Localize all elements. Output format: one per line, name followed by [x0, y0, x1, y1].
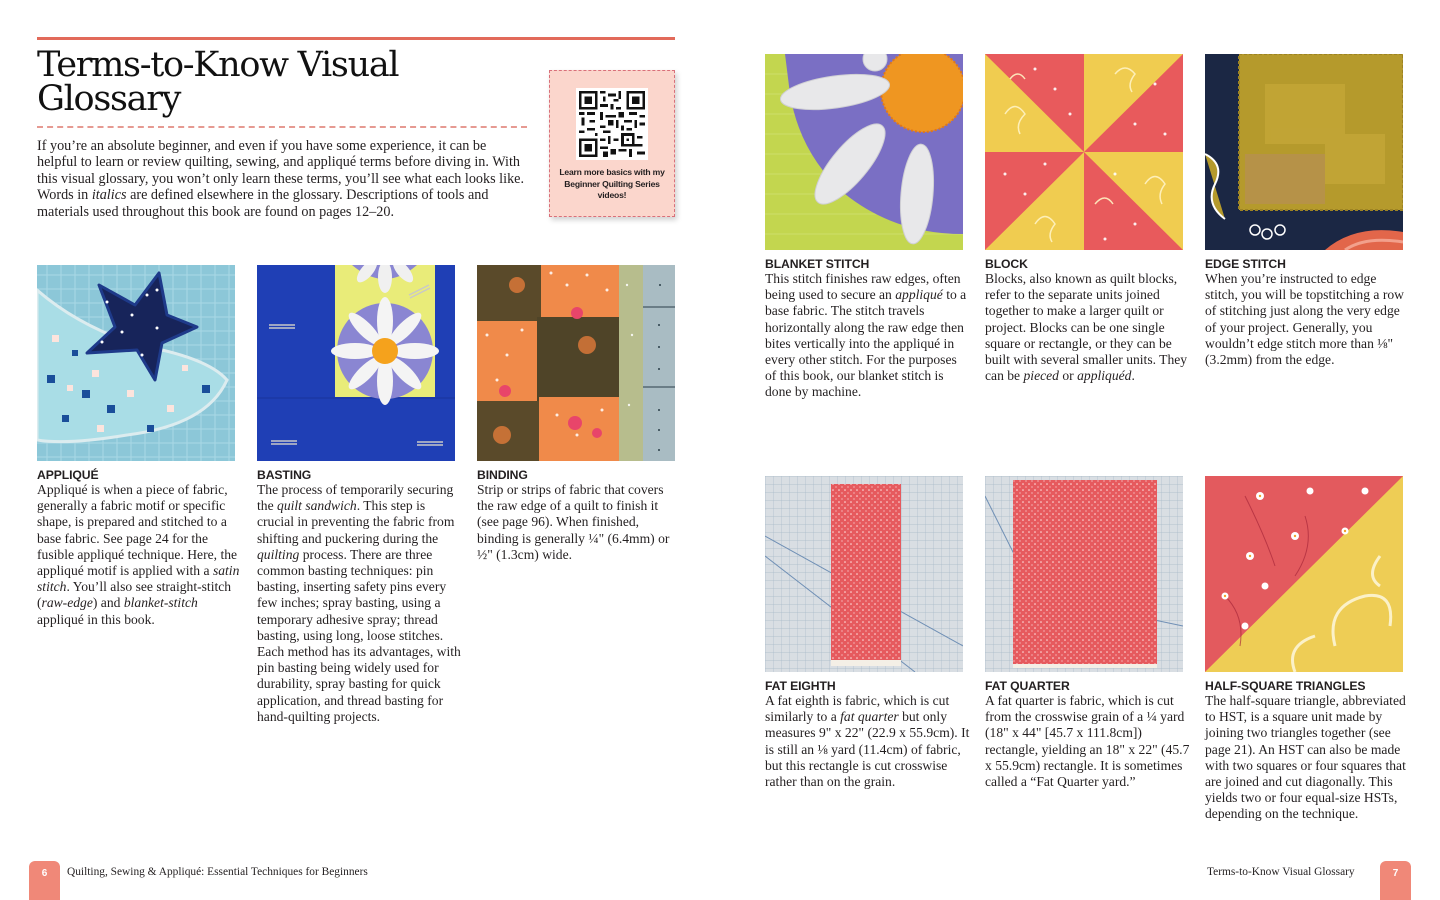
entry-term: BASTING — [257, 468, 312, 482]
glossary-entry-applique — [37, 265, 242, 628]
glossary-entry-edge-stitch — [1205, 54, 1410, 368]
pin-basting-photo — [257, 265, 455, 461]
fat-eighth-photo — [765, 476, 963, 672]
entry-term: FAT QUARTER — [985, 679, 1070, 693]
entry-term: BLANKET STITCH — [765, 257, 870, 271]
hst-photo — [1205, 476, 1403, 672]
fat-quarter-photo — [985, 476, 1183, 672]
qr-caption: Learn more basics with my Beginner Quilting Series videos! — [559, 167, 665, 201]
entry-term: BINDING — [477, 468, 528, 482]
glossary-entry-binding — [477, 265, 682, 563]
glossary-entry-fat-eighth — [765, 476, 970, 790]
entry-definition: A fat quarter is fabric, which is cut from the crosswise grain of a ¼ yard (18" x 44" [45.7 x 111.8cm]) rectangle, yielding an 18" x 22" (45.7 x 55.9cm) rectangle. It is sometimes called a “Fat Quarter yard.” — [985, 693, 1190, 790]
binding-photo — [477, 265, 675, 461]
entry-term: HALF-SQUARE TRIANGLES — [1205, 679, 1366, 693]
glossary-entry-fat-quarter — [985, 476, 1190, 790]
entry-term: EDGE STITCH — [1205, 257, 1286, 271]
entry-term: BLOCK — [985, 257, 1028, 271]
entry-definition: When you’re instructed to edge stitch, you will be topstitching a row of stitching just along the very edge of your project. Generally, you wouldn’t edge stitch more than ⅛" (3.2mm) from the edge. — [1205, 271, 1404, 368]
entry-definition: A fat eighth is fabric, which is cut similarly to a fat quarter but only measures 9" x 22" (22.9 x 55.9cm). It is still an ⅛ yard (11.4cm) of fabric, but this rectangle is cut crosswise rather than on the grain. — [765, 693, 970, 790]
glossary-entry-blanket-stitch — [765, 54, 970, 401]
title-line-1: Terms-to-Know Visual — [37, 45, 399, 85]
glossary-entry-block — [985, 54, 1190, 384]
entry-definition: This stitch finishes raw edges, often being used to secure an appliqué to a base fabric. The stitch travels horizontally along the raw edge then bites vertically into the appliqué in every other stitch. For the purposes of this book, our blanket stitch is done by machine. — [765, 271, 967, 400]
entry-definition: The process of temporarily securing the quilt sandwich. This step is crucial in preventing the fabric from shifting and puckering during the quilting process. There are three common basting techniques: pin basting, inserting safety pins every few inches; spray basting, using a temporary adhesive spray; thread basting, using long, loose stitches. Each method has its advantages, with pin basting being widely used for durability, spray basting for quick application, and thread basting for hand-quilting projects. — [257, 482, 461, 724]
footer-book-title: Quilting, Sewing & Appliqué: Essential Techniques for Beginners — [67, 866, 368, 878]
title-line-2: Glossary — [37, 79, 181, 119]
entry-term: APPLIQUÉ — [37, 468, 99, 482]
intro-paragraph: If you’re an absolute beginner, and even if you have some experience, it can be helpful to learn or review quilting, sewing, and appliqué terms before diving in. With this visual glossary, you won’t only learn these terms, you’ll see what each looks like. Words in italics are defined elsewhere in the glossary. Descriptions of tools and materials used throughout this book are found on pages 12–20. — [37, 138, 525, 220]
page-title — [37, 45, 517, 119]
entry-term: FAT EIGHTH — [765, 679, 836, 693]
pinwheel-block-photo — [985, 54, 1183, 250]
blanket-stitch-photo — [765, 54, 963, 250]
page-number-left: 6 — [29, 861, 60, 900]
footer-section-title: Terms-to-Know Visual Glossary — [1207, 866, 1355, 878]
star-applique-photo — [37, 265, 235, 461]
title-dashed-divider — [37, 126, 527, 128]
glossary-entry-half-square-triangles — [1205, 476, 1410, 823]
page-number-right: 7 — [1380, 861, 1411, 900]
qr-callout-box — [549, 70, 675, 217]
edge-stitch-photo — [1205, 54, 1403, 250]
entry-definition: The half-square triangle, abbreviated to HST, is a square unit made by joining two triangles together (see page 21). An HST can also be made with two squares or four squares that are joined and cut diagonally. This yields two or four equal-size HSTs, depending on the technique. — [1205, 693, 1406, 822]
header-accent-rule — [37, 37, 675, 40]
entry-definition: Appliqué is when a piece of fabric, generally a fabric motif or specific shape, is prepared and stitched to a base fabric. See page 24 for the fusible appliqué technique. Here, the appliqué motif is applied with a satin stitch. You’ll also see straight-stitch (raw-edge) and blanket-stitch appliqué in this book. — [37, 482, 240, 627]
glossary-entry-basting — [257, 265, 462, 725]
entry-definition: Blocks, also known as quilt blocks, refer to the separate units joined together to make a larger quilt or project. Blocks can be one single square or rectangle, or they can be built with several smaller units. They can be pieced or appliquéd. — [985, 271, 1188, 384]
qr-code-icon[interactable] — [576, 88, 648, 160]
entry-definition: Strip or strips of fabric that covers the raw edge of a quilt to finish it (see page 96). When finished, binding is generally ¼" (6.4mm) or ½" (1.3cm) wide. — [477, 482, 670, 562]
